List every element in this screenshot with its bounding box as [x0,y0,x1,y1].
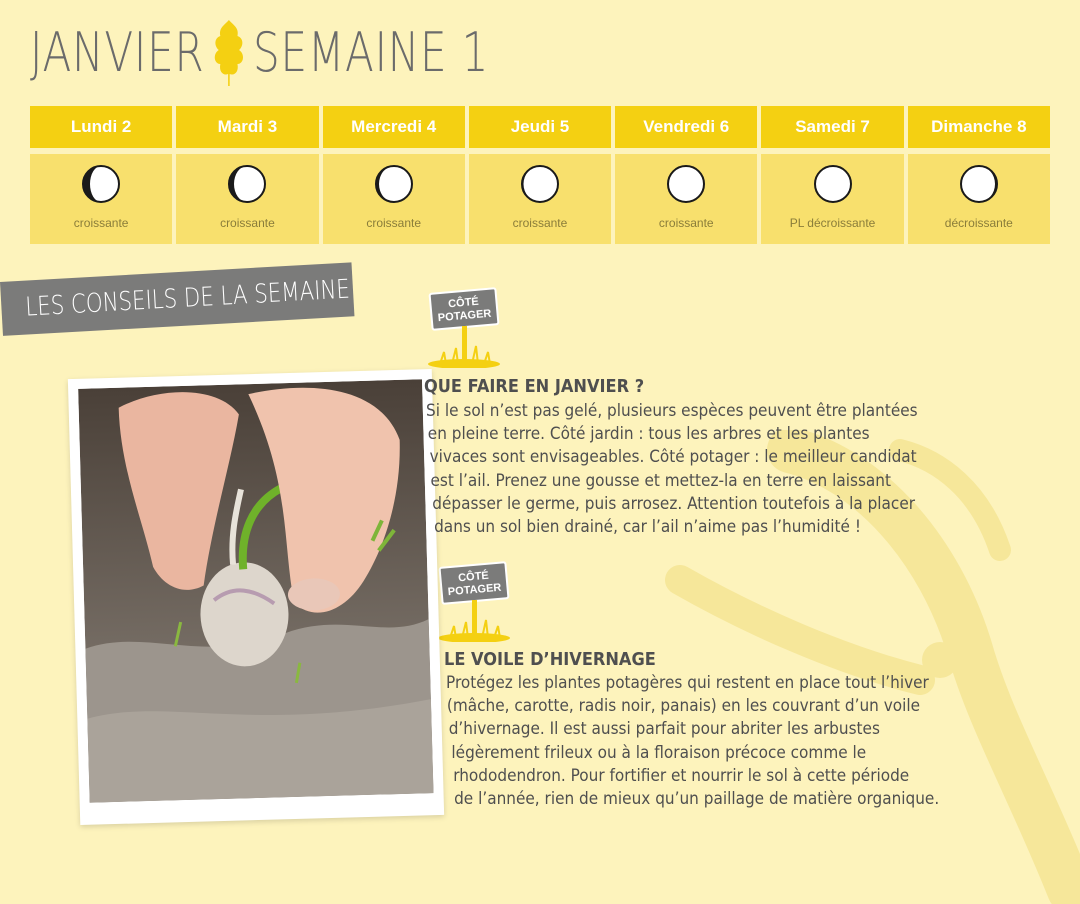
day-label: Lundi 2 [30,106,172,148]
tip2-line: rhododendron. Pour fortifier et nourrir le sol à cette période [453,765,910,786]
calendar-day [908,106,1050,244]
tip1-body [426,400,918,539]
tip1-line: dans un sol bien drainé, car l’ail n’aime pas l’humidité ! [434,517,861,538]
sign-label-line2: POTAGER [437,307,492,325]
moon-phase: croissante [73,216,129,230]
tip2-line: (mâche, carotte, radis noir, panais) en les couvrant d’un voile [446,696,921,717]
day-cell [615,154,757,244]
moon-icon [666,164,706,204]
title-week: SEMAINE 1 [252,21,490,84]
calendar-day [761,106,903,244]
moon-icon [813,164,853,204]
day-cell [176,154,318,244]
tip2-line: Protégez les plantes potagères qui restent en place tout l’hiver [446,673,929,693]
tip1-line: Si le sol n’est pas gelé, plusieurs espèces peuvent être plantées [426,401,918,421]
signpost-icon [436,564,516,642]
calendar-day [30,106,172,244]
tip1-line: dépasser le germe, puis arrosez. Attention toutefois à la placer [432,493,916,514]
tip2-title: LE VOILE D’HIVERNAGE [444,649,656,670]
moon-phase: croissante [658,216,714,230]
signpost-icon [426,290,506,368]
sign-board [438,561,509,605]
day-label: Dimanche 8 [908,106,1050,148]
calendar-day [469,106,611,244]
title-month: JANVIER [30,21,205,84]
garlic-photo [78,379,433,802]
calendar-day [323,106,465,244]
day-label: Vendredi 6 [615,106,757,148]
day-cell [469,154,611,244]
photo-planting-garlic [68,369,444,825]
tip1-line: en pleine terre. Côté jardin : tous les arbres et les plantes [427,424,870,445]
day-label: Samedi 7 [761,106,903,148]
sign-label-line2: POTAGER [447,581,502,599]
moon-icon [374,164,414,204]
day-cell [761,154,903,244]
moon-phase: PL décroissante [789,216,876,230]
day-label: Mercredi 4 [323,106,465,148]
calendar-day [615,106,757,244]
calendar-day [176,106,318,244]
sign-board [428,287,499,331]
oak-leaf-icon [211,18,247,88]
day-cell [30,154,172,244]
sign-label-line1: CÔTÉ [457,569,490,585]
moon-phase: croissante [366,216,422,230]
moon-icon [227,164,267,204]
moon-icon [520,164,560,204]
grass-icon [426,326,506,368]
tip2-line: d’hivernage. Il est aussi parfait pour abriter les arbustes [448,719,880,740]
banner-label: LES CONSEILS DE LA SEMAINE [24,274,351,323]
sign-label-line1: CÔTÉ [447,295,480,311]
tip2-line: de l’année, rien de mieux qu’un paillage de matière organique. [454,789,940,810]
moon-icon [959,164,999,204]
grass-icon [436,600,516,642]
moon-icon [81,164,121,204]
tip2-body [446,672,939,811]
tip1-line: vivaces sont envisageables. Côté potager : le meilleur candidat [429,447,917,468]
page-title [30,18,489,88]
day-cell [323,154,465,244]
tip1-title: QUE FAIRE EN JANVIER ? [424,376,645,397]
moon-phase: croissante [220,216,275,230]
section-banner [0,262,354,336]
moon-phase: croissante [512,216,568,230]
tip1-line: est l’ail. Prenez une gousse et mettez-la en terre en laissant [430,470,892,491]
moon-calendar [30,106,1050,244]
moon-phase: décroissante [944,216,1013,230]
day-label: Jeudi 5 [469,106,611,148]
tip2-line: légèrement frileux ou à la floraison précoce comme le [451,742,867,763]
day-cell [908,154,1050,244]
day-label: Mardi 3 [176,106,318,148]
